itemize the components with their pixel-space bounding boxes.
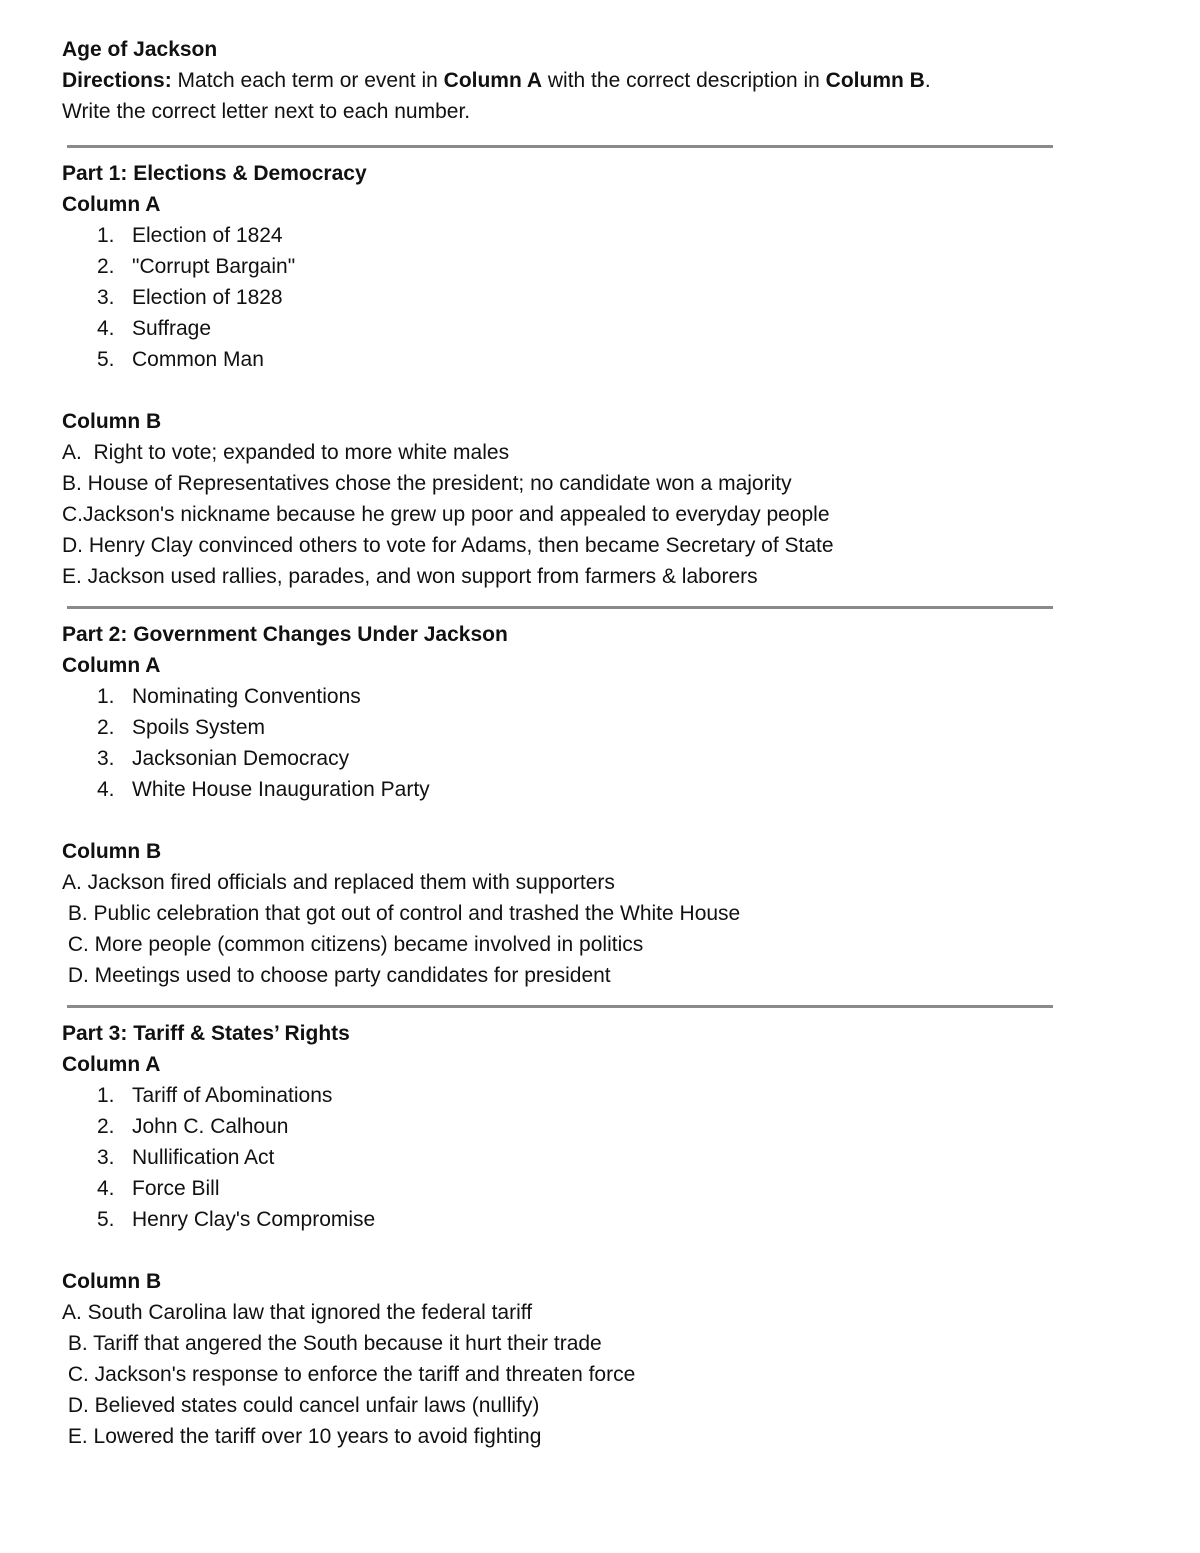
column-a-item (62, 712, 1062, 743)
item-text: White House Inauguration Party (132, 778, 430, 801)
item-text: Election of 1828 (132, 286, 283, 309)
column-a-label: Column A (62, 193, 161, 216)
directions-column-b: Column B (825, 69, 925, 92)
column-b-item: A. Jackson fired officials and replaced them with supporters (62, 871, 615, 894)
item-number: 1. (97, 224, 115, 247)
column-b-label: Column B (62, 410, 162, 433)
column-a-item (62, 681, 1062, 712)
directions-label: Directions: (62, 69, 172, 92)
column-b-item: E. Jackson used rallies, parades, and won support from farmers & laborers (62, 565, 758, 588)
directions-text-2: with the correct description in (542, 69, 826, 92)
item-text: Election of 1824 (132, 224, 283, 247)
item-number: 2. (97, 1115, 115, 1138)
worksheet (62, 34, 1062, 1452)
item-number: 3. (97, 747, 115, 770)
column-b-item: A. Right to vote; expanded to more white males (62, 441, 510, 464)
item-number: 4. (97, 317, 115, 340)
item-number: 1. (97, 685, 115, 708)
column-a-label: Column A (62, 654, 161, 677)
item-text: Force Bill (132, 1177, 220, 1200)
column-a-item (62, 220, 1062, 251)
item-text: Suffrage (132, 317, 212, 340)
directions-line-2: Write the correct letter next to each number. (62, 100, 471, 123)
column-a-item (62, 774, 1062, 805)
item-number: 2. (97, 255, 115, 278)
column-a-item (62, 1142, 1062, 1173)
item-number: 3. (97, 286, 115, 309)
item-number: 5. (97, 348, 115, 371)
directions-line-1 (62, 65, 1062, 96)
column-a-item (62, 743, 1062, 774)
column-b-item: C. More people (common citizens) became involved in politics (62, 933, 644, 956)
column-a-item (62, 1173, 1062, 1204)
column-b-item: A. South Carolina law that ignored the federal tariff (62, 1301, 533, 1324)
item-number: 4. (97, 778, 115, 801)
item-text: Nullification Act (132, 1146, 275, 1169)
column-b-item: D. Meetings used to choose party candidates for president (62, 964, 611, 987)
item-text: John C. Calhoun (132, 1115, 289, 1138)
column-b-item: B. Tariff that angered the South because it hurt their trade (62, 1332, 602, 1355)
item-number: 5. (97, 1208, 115, 1231)
part-heading: Part 1: Elections & Democracy (62, 162, 367, 185)
column-a-item (62, 282, 1062, 313)
column-b-item: E. Lowered the tariff over 10 years to avoid fighting (62, 1425, 542, 1448)
column-a-item (62, 1080, 1062, 1111)
column-b-label: Column B (62, 840, 162, 863)
column-a-item (62, 1111, 1062, 1142)
item-text: Jacksonian Democracy (132, 747, 350, 770)
column-b-item: C. Jackson's response to enforce the tariff and threaten force (62, 1363, 636, 1386)
column-b-item: C.Jackson's nickname because he grew up poor and appealed to everyday people (62, 503, 830, 526)
column-a-label: Column A (62, 1053, 161, 1076)
column-a-item (62, 1204, 1062, 1235)
item-number: 4. (97, 1177, 115, 1200)
blank-line (62, 375, 1062, 406)
column-a-item (62, 313, 1062, 344)
item-text: "Corrupt Bargain" (132, 255, 296, 278)
item-number: 1. (97, 1084, 115, 1107)
column-b-item: B. Public celebration that got out of control and trashed the White House (62, 902, 741, 925)
item-text: Common Man (132, 348, 264, 371)
item-number: 2. (97, 716, 115, 739)
part-heading: Part 2: Government Changes Under Jackson (62, 623, 508, 646)
column-b-label: Column B (62, 1270, 162, 1293)
parts-container (62, 127, 1062, 1452)
directions-column-a: Column A (443, 69, 543, 92)
column-a-item (62, 251, 1062, 282)
item-text: Tariff of Abominations (132, 1084, 333, 1107)
item-text: Spoils System (132, 716, 266, 739)
blank-line (62, 1235, 1062, 1266)
part-heading: Part 3: Tariff & States’ Rights (62, 1022, 350, 1045)
column-a-item (62, 344, 1062, 375)
item-number: 3. (97, 1146, 115, 1169)
item-text: Nominating Conventions (132, 685, 361, 708)
directions-text-3: . (924, 69, 931, 92)
item-text: Henry Clay's Compromise (132, 1208, 376, 1231)
column-b-item: B. House of Representatives chose the president; no candidate won a majority (62, 472, 792, 495)
column-b-item: D. Henry Clay convinced others to vote for Adams, then became Secretary of State (62, 534, 834, 557)
column-b-item: D. Believed states could cancel unfair laws (nullify) (62, 1394, 540, 1417)
directions-text-1: Match each term or event in (171, 69, 444, 92)
blank-line (62, 805, 1062, 836)
worksheet-title: Age of Jackson (62, 38, 218, 61)
